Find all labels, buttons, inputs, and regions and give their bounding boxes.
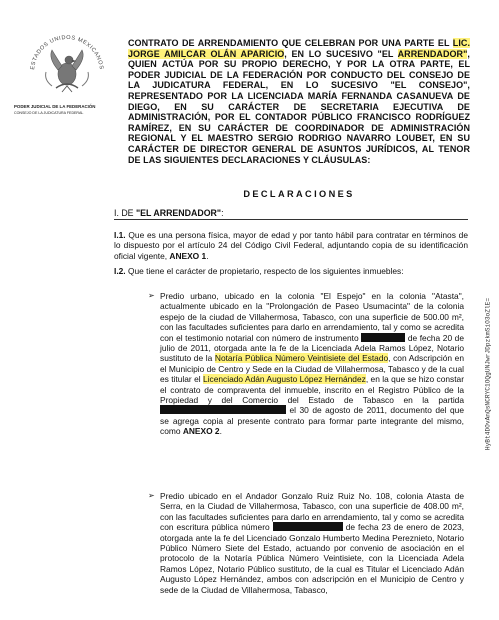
- title-text-1: CONTRATO DE ARRENDAMIENTO QUE CELEBRAN POR UNA PARTE EL: [128, 38, 453, 48]
- property-1-text-e: el 30 de agosto de 2011, documento del que se agrega copia al presente contrato para formar parte integrante del mismo, como: [160, 405, 464, 437]
- institution-name: PODER JUDICIAL DE LA FEDERACIÓN: [14, 104, 96, 109]
- coat-of-arms-seal: [22, 20, 112, 110]
- side-verification-code: [481, 258, 495, 490]
- clause-end: .: [206, 250, 209, 261]
- highlight-lessor-name: LIC. JORGE AMILCAR OLÁN APARICIO: [128, 38, 470, 59]
- annex-label: ANEXO 2: [182, 426, 220, 437]
- title-text-2: , EN LO SUCESIVO "EL: [284, 48, 398, 59]
- highlight-notary: Notaría Pública Número Veintisiete del Estado: [214, 353, 389, 364]
- section-suffix: :: [221, 208, 224, 218]
- clause-i2: [114, 266, 468, 276]
- property-item-1: [148, 291, 464, 437]
- arrow-bullet-icon: ➢: [148, 491, 155, 500]
- clause-i1: [114, 230, 468, 261]
- property-1-text-c: , con Adscripción en el Municipio de Centro y Sede en la Ciudad de Villahermosa, Tabasco y de la cual es titular el: [160, 353, 464, 385]
- title-text-3: , QUIEN ACTÚA POR SU PROPIO DERECHO, Y POR LA OTRA PARTE, EL PODER JUDICIAL DE LA FEDERACIÓN POR CONDUCTO DEL CONSEJO DE LA JUDICATURA FEDERAL, EN LO SUCESIVO "EL CONSEJO", REPRESENTADO POR LA LICENCIADA MARÍA FERNANDA CASANUEVA DE DIEGO, EN SU CARÁCTER DE SECRETARIA EJECUTIVA DE ADMINISTRACIÓN, POR EL CONTADOR PÚBLICO FRANCISCO RODRÍGUEZ RAMÍREZ, EN SU CARÁCTER DE COORDINADOR DE ADMINISTRACIÓN REGIONAL Y EL MAESTRO SERGIO RODRIGO NAVARRO LOUBET, EN SU CARÁCTER DE DIRECTOR GENERAL DE ASUNTOS JURÍDICOS, AL TENOR DE LAS SIGUIENTES DECLARACIONES Y CLÁUSULAS:: [128, 48, 470, 165]
- side-code-text: HyBt4DOvAnQsNCRYC1OQgUNJwrJDpzkmSiO3oZlE=: [484, 297, 492, 451]
- property-1-text-d: , en la que se hizo constar el contrato de compraventa del inmueble, inscrito en el Registro Público de la Propiedad y del Comercio del Estado de Tabasco en la partida: [160, 374, 464, 406]
- clause-text: Que es una persona física, mayor de edad y por tanto hábil para contratar en términos de lo dispuesto por el artículo 24 del Código Civil Federal, adjuntando copia de su identificación oficial vigente,: [114, 230, 468, 261]
- council-name: CONSEJO DE LA JUDICATURA FEDERAL: [14, 111, 84, 115]
- mexican-eagle-seal-icon: [22, 20, 112, 110]
- redaction-bar: [273, 522, 343, 531]
- property-2-text-b: de fecha 23 de enero de 2023, otorgada ante la fe del Licenciado Gonzalo Humberto Medina Pereznieto, Notario Público Número Siete del Estado, actuando por convenio de asociación en el protocolo de la Notaría Pública Número Veintisiete, con la Licenciada Adela Ramos López, Notario Público sustituto, de la cual es Titular el Licenciado Adán Augusto López Hernández, ambos con adscripción en el Municipio de Centro y sede de la Ciudad de Villahermosa, Tabasco,: [160, 522, 464, 595]
- clause-number: I.1.: [114, 230, 126, 240]
- clause-text: Que tiene el carácter de propietario, respecto de los siguientes inmuebles:: [125, 266, 404, 276]
- section-name: "EL ARRENDADOR": [136, 208, 222, 218]
- clause-number: I.2.: [114, 266, 126, 276]
- arrow-bullet-icon: ➢: [148, 291, 155, 300]
- declarations-heading: DECLARACIONES: [243, 189, 355, 199]
- contract-title: [128, 38, 470, 165]
- property-1-end: .: [219, 426, 222, 437]
- section-i-heading: [114, 208, 468, 220]
- property-1-text-b: de fecha 20 de julio de 2011, otorgada ante la fe de la Licenciada Adela Ramos López, Notario sustituto de la: [160, 332, 464, 364]
- highlight-arrendador: ARRENDADOR": [397, 48, 468, 59]
- highlight-notary-holder: Licenciado Adán Augusto López Hernández: [203, 374, 366, 385]
- property-2-text-a: Predio ubicado en el Andador Gonzalo Ruiz Ruiz No. 108, colonia Atasta de Serra, en la Ciudad de Villahermosa, Tabasco, con una superficie de 408.00 m², con las facultades suficientes para darlo en arrendamiento, tal y como se acredita con escritura pública número: [160, 491, 464, 533]
- institution-block: [14, 104, 124, 116]
- property-item-2: [148, 491, 464, 595]
- redaction-bar: [160, 405, 286, 414]
- section-prefix: I. DE: [114, 208, 136, 218]
- seal-arc-text: ESTADOS UNIDOS MEXICANOS: [30, 34, 104, 71]
- redaction-bar: [361, 333, 405, 342]
- annex-label: ANEXO 1: [169, 250, 207, 261]
- property-1-text-a: Predio urbano, ubicado en la colonia "El Espejo" en la colonia "Atasta", actualmente ubicado en la "Prolongación de Paseo Usumacinta" de la colonia espejo de la ciudad de Villahermosa, Tabasco, con una superficie de 500.00 m², con las facultades suficientes para darlo en arrendamiento, tal y como se acredita con el testimonio notarial con número de instrumento: [160, 291, 464, 343]
